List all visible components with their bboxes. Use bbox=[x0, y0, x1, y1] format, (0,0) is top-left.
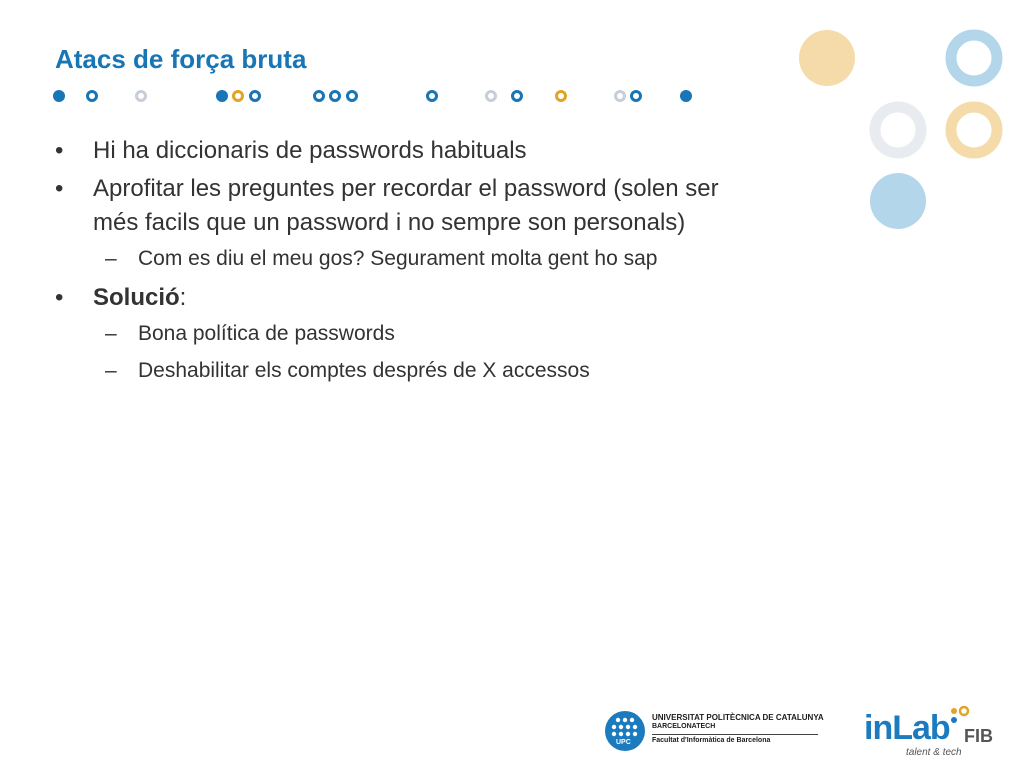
dot-decoration bbox=[428, 92, 437, 101]
bullet-text: : bbox=[179, 284, 187, 311]
bullet-item bbox=[55, 281, 855, 315]
inlab-brand: inLab bbox=[864, 709, 950, 747]
dot-decoration bbox=[557, 92, 566, 101]
dash-mark: – bbox=[105, 322, 117, 345]
bullet-mark: • bbox=[55, 137, 64, 164]
bullet-text: Hi ha diccionaris de passwords habituals bbox=[93, 137, 527, 164]
upc-subname: BARCELONATECH bbox=[652, 723, 716, 730]
sub-bullet-item bbox=[55, 244, 855, 274]
dot-decoration bbox=[216, 90, 228, 102]
fib-name: Facultat d'Informàtica de Barcelona bbox=[652, 737, 771, 744]
inlab-dots-icon bbox=[946, 705, 986, 727]
sub-bullet-item bbox=[55, 356, 855, 386]
bullet-item bbox=[55, 172, 855, 240]
upc-logo-icon bbox=[605, 711, 645, 751]
dot-decoration bbox=[88, 92, 97, 101]
bullet-mark: • bbox=[55, 175, 64, 202]
upc-name: UNIVERSITAT POLITÈCNICA DE CATALUNYA bbox=[652, 713, 824, 722]
circle-decoration bbox=[799, 30, 855, 86]
sub-bullet-text: Bona política de passwords bbox=[138, 322, 395, 345]
dash-mark: – bbox=[105, 247, 117, 270]
dot-decoration bbox=[487, 92, 496, 101]
dot-decoration bbox=[348, 92, 357, 101]
dot-decoration bbox=[137, 92, 146, 101]
dot-decoration bbox=[315, 92, 324, 101]
upc-logo-block bbox=[605, 711, 824, 751]
circle-decoration bbox=[875, 107, 921, 153]
upc-divider bbox=[652, 734, 818, 735]
circle-decoration bbox=[951, 35, 997, 81]
sub-bullet-text: Com es diu el meu gos? Segurament molta gent ho sap bbox=[138, 247, 658, 270]
dot-decoration bbox=[513, 92, 522, 101]
dot-decoration bbox=[53, 90, 65, 102]
dot-decoration bbox=[680, 90, 692, 102]
inlab-fib: FIB bbox=[964, 726, 993, 746]
upc-logo-text: UPC bbox=[616, 739, 631, 746]
bullet-text: Aprofitar les preguntes per recordar el password (solen ser bbox=[93, 175, 719, 202]
dot-decoration bbox=[234, 92, 243, 101]
bullet-mark: • bbox=[55, 284, 64, 311]
slide-title: Atacs de força bruta bbox=[55, 44, 307, 74]
dot-decoration bbox=[331, 92, 340, 101]
sub-bullet-text: Deshabilitar els comptes després de X accessos bbox=[138, 359, 590, 382]
bullet-text-bold: Solució bbox=[93, 284, 180, 311]
bullet-item bbox=[55, 134, 855, 168]
circle-decoration bbox=[870, 173, 926, 229]
dot-decoration bbox=[251, 92, 260, 101]
dash-mark: – bbox=[105, 359, 117, 382]
sub-bullet-item bbox=[55, 319, 855, 349]
bullet-text: més facils que un password i no sempre son personals) bbox=[93, 209, 686, 236]
circle-decoration bbox=[951, 107, 997, 153]
inlab-tagline: talent & tech bbox=[906, 747, 962, 758]
dot-decoration bbox=[616, 92, 625, 101]
dot-decoration bbox=[632, 92, 641, 101]
inlab-logo-block bbox=[864, 705, 1009, 760]
slide-content bbox=[55, 134, 855, 393]
